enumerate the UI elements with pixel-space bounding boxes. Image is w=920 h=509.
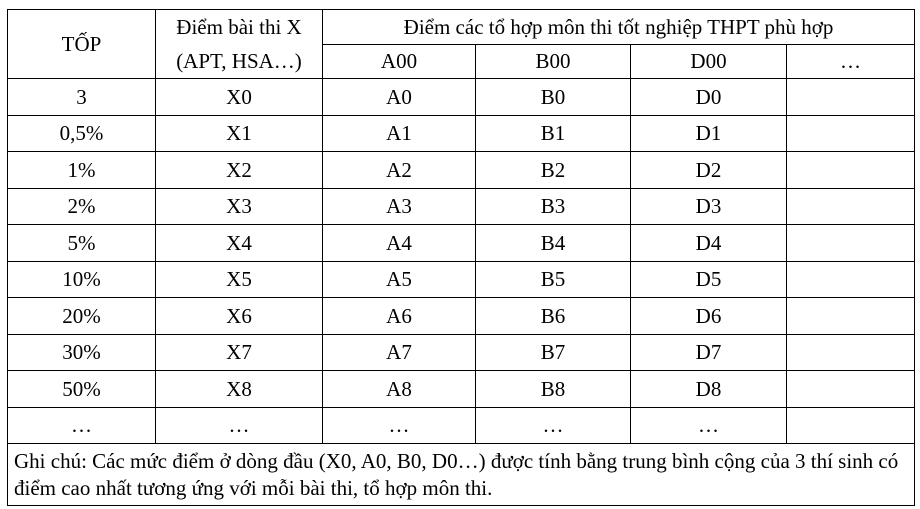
cell-x: X6 <box>156 298 323 335</box>
cell-top: 50% <box>8 371 156 408</box>
cell-top: 5% <box>8 225 156 262</box>
cell-more <box>787 298 915 335</box>
cell-more <box>787 334 915 371</box>
cell-top: 20% <box>8 298 156 335</box>
cell-top: 2% <box>8 188 156 225</box>
cell-a: A8 <box>323 371 476 408</box>
cell-d: D4 <box>631 225 787 262</box>
cell-x: … <box>156 407 323 444</box>
cell-more <box>787 152 915 189</box>
cell-x: X3 <box>156 188 323 225</box>
cell-a: A1 <box>323 115 476 152</box>
table-row <box>8 407 915 444</box>
cell-a: A4 <box>323 225 476 262</box>
header-col-more: … <box>787 44 915 79</box>
cell-b: B0 <box>476 79 631 116</box>
cell-x: X0 <box>156 79 323 116</box>
cell-b: B2 <box>476 152 631 189</box>
cell-x: X8 <box>156 371 323 408</box>
cell-x: X5 <box>156 261 323 298</box>
cell-more <box>787 79 915 116</box>
cell-b: B7 <box>476 334 631 371</box>
cell-more <box>787 407 915 444</box>
cell-d: D3 <box>631 188 787 225</box>
cell-a: … <box>323 407 476 444</box>
cell-top: 3 <box>8 79 156 116</box>
header-score-cell <box>156 10 323 79</box>
cell-top: … <box>8 407 156 444</box>
table-row <box>8 261 915 298</box>
table-row <box>8 334 915 371</box>
header-col-b00: B00 <box>476 44 631 79</box>
header-top-label: TỐP <box>8 10 156 79</box>
cell-x: X4 <box>156 225 323 262</box>
cell-b: B6 <box>476 298 631 335</box>
cell-a: A0 <box>323 79 476 116</box>
cell-more <box>787 188 915 225</box>
cell-x: X1 <box>156 115 323 152</box>
cell-d: D0 <box>631 79 787 116</box>
cell-b: B8 <box>476 371 631 408</box>
score-conversion-table <box>7 9 915 506</box>
table-row <box>8 115 915 152</box>
header-score-label-line1: Điểm bài thi X <box>176 15 302 39</box>
table-row <box>8 188 915 225</box>
cell-d: D8 <box>631 371 787 408</box>
cell-top: 1% <box>8 152 156 189</box>
header-col-a00: A00 <box>323 44 476 79</box>
cell-more <box>787 115 915 152</box>
note-row <box>8 444 915 506</box>
cell-d: D1 <box>631 115 787 152</box>
cell-top: 30% <box>8 334 156 371</box>
cell-a: A3 <box>323 188 476 225</box>
cell-d: … <box>631 407 787 444</box>
header-score-label-line2: (APT, HSA…) <box>176 49 302 73</box>
header-combo-group-label: Điểm các tổ hợp môn thi tốt nghiệp THPT phù hợp <box>323 10 915 45</box>
table-row <box>8 152 915 189</box>
table-row <box>8 371 915 408</box>
cell-more <box>787 261 915 298</box>
cell-d: D7 <box>631 334 787 371</box>
cell-x: X7 <box>156 334 323 371</box>
cell-a: A7 <box>323 334 476 371</box>
note-text: Ghi chú: Các mức điểm ở dòng đầu (X0, A0, B0, D0…) được tính bằng trung bình cộng của 3 thí sinh có điểm cao nhất tương ứng với mỗi bài thi, tổ hợp môn thi. <box>8 444 915 506</box>
cell-b: B5 <box>476 261 631 298</box>
cell-d: D2 <box>631 152 787 189</box>
cell-d: D5 <box>631 261 787 298</box>
cell-a: A2 <box>323 152 476 189</box>
cell-more <box>787 225 915 262</box>
table-row <box>8 225 915 262</box>
cell-top: 0,5% <box>8 115 156 152</box>
table-row <box>8 298 915 335</box>
cell-a: A5 <box>323 261 476 298</box>
cell-x: X2 <box>156 152 323 189</box>
cell-b: B1 <box>476 115 631 152</box>
table-row <box>8 79 915 116</box>
cell-b: … <box>476 407 631 444</box>
cell-top: 10% <box>8 261 156 298</box>
cell-more <box>787 371 915 408</box>
cell-b: B4 <box>476 225 631 262</box>
cell-a: A6 <box>323 298 476 335</box>
cell-b: B3 <box>476 188 631 225</box>
cell-d: D6 <box>631 298 787 335</box>
header-row-1 <box>8 10 915 45</box>
header-col-d00: D00 <box>631 44 787 79</box>
